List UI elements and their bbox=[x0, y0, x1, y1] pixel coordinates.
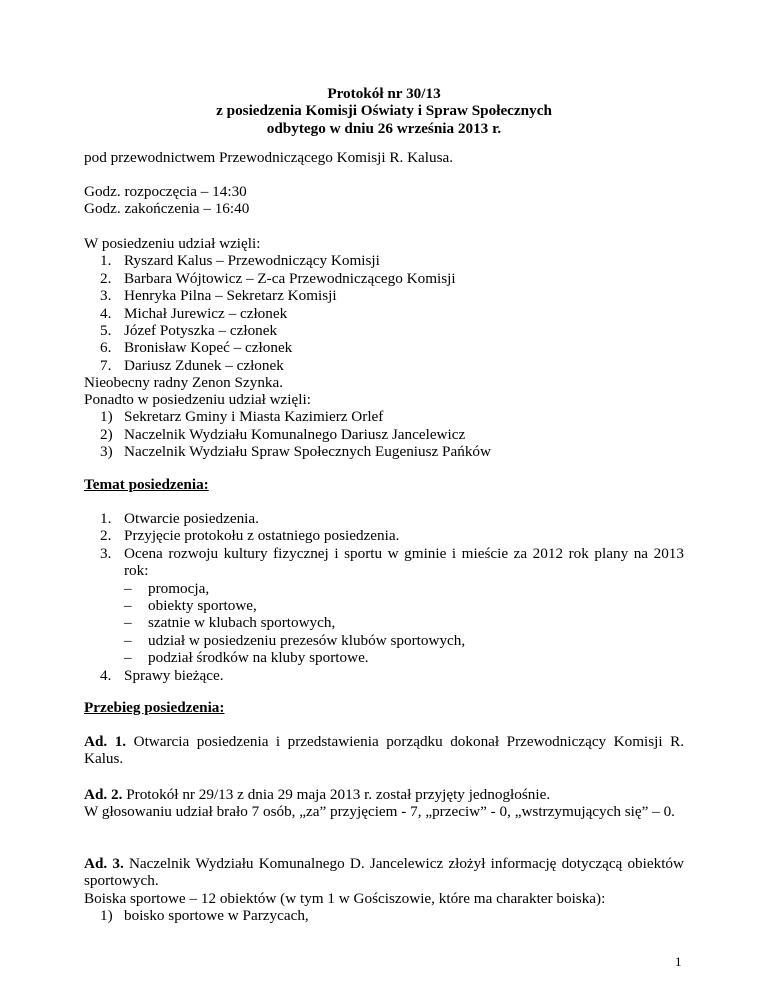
ad3-text: Naczelnik Wydziału Komunalnego D. Jancelewicz złożył informację dotyczącą obiektów sportowych. bbox=[84, 855, 684, 890]
sub-list-item bbox=[84, 614, 684, 631]
dash-bullet: – bbox=[124, 649, 132, 667]
list-item bbox=[84, 270, 684, 287]
ad1-paragraph bbox=[84, 733, 684, 768]
list-item bbox=[84, 667, 684, 684]
member-name: Henryka Pilna – Sekretarz Komisji bbox=[124, 287, 337, 305]
list-item bbox=[84, 322, 684, 339]
sub-list-item bbox=[84, 649, 684, 666]
list-item bbox=[84, 907, 684, 924]
item-number: 2. bbox=[100, 269, 112, 287]
ad1-label: Ad. 1. bbox=[84, 733, 127, 750]
list-item bbox=[84, 339, 684, 356]
sub-list-item bbox=[84, 632, 684, 649]
proceedings-heading: Przebieg posiedzenia: bbox=[84, 699, 225, 716]
member-name: Bronisław Kopeć – członek bbox=[124, 339, 293, 357]
item-number: 3) bbox=[100, 443, 113, 461]
chair-line: pod przewodnictwem Przewodniczącego Komisji R. Kalusa. bbox=[84, 149, 454, 166]
list-item bbox=[84, 357, 684, 374]
dash-bullet: – bbox=[124, 631, 132, 649]
list-item bbox=[84, 287, 684, 304]
attendee: Naczelnik Wydziału Komunalnego Dariusz Jancelewicz bbox=[124, 425, 466, 443]
item-number: 1. bbox=[100, 252, 112, 270]
sub-list-item bbox=[84, 580, 684, 597]
member-name: Ryszard Kalus – Przewodniczący Komisji bbox=[124, 252, 380, 270]
start-time: Godz. rozpoczęcia – 14:30 bbox=[84, 183, 247, 200]
members-intro: W posiedzeniu udział wzięli: bbox=[84, 235, 261, 252]
others-section bbox=[84, 391, 684, 461]
dash-bullet: – bbox=[124, 596, 132, 614]
page-number: 1 bbox=[675, 954, 682, 969]
list-item bbox=[84, 443, 684, 460]
ad2-text: Protokół nr 29/13 z dnia 29 maja 2013 r. został przyjęty jednogłośnie. bbox=[122, 786, 551, 803]
attendee: Naczelnik Wydziału Spraw Społecznych Eugeniusz Pańków bbox=[124, 443, 491, 461]
item-number: 4. bbox=[100, 666, 112, 684]
item-number: 3. bbox=[100, 287, 112, 305]
time-block bbox=[84, 183, 684, 218]
sub-list-item bbox=[84, 597, 684, 614]
members-list bbox=[84, 252, 684, 374]
sub-item-text: obiekty sportowe, bbox=[148, 596, 257, 614]
sub-item-text: szatnie w klubach sportowych, bbox=[148, 614, 336, 632]
dash-bullet: – bbox=[124, 614, 132, 632]
ad2-paragraph bbox=[84, 786, 684, 821]
agenda-item: Sprawy bieżące. bbox=[124, 666, 224, 684]
others-list bbox=[84, 408, 684, 460]
item-number: 3. bbox=[100, 544, 112, 562]
item-number: 7. bbox=[100, 356, 112, 374]
item-number: 4. bbox=[100, 304, 112, 322]
absent-note: Nieobecny radny Zenon Szynka. bbox=[84, 374, 284, 392]
agenda-item: Przyjęcie protokołu z ostatniego posiedzenia. bbox=[124, 527, 400, 545]
end-time: Godz. zakończenia – 16:40 bbox=[84, 200, 250, 218]
item-number: 2) bbox=[100, 425, 113, 443]
ad3-main bbox=[84, 855, 684, 890]
list-item bbox=[84, 252, 684, 269]
list-item bbox=[84, 305, 684, 322]
item-number: 2. bbox=[100, 527, 112, 545]
title-line-2: z posiedzenia Komisji Oświaty i Spraw Społecznych bbox=[216, 102, 552, 120]
item-number: 5. bbox=[100, 321, 112, 339]
sub-item-text: podział środków na kluby sportowe. bbox=[148, 649, 369, 667]
field-item: boisko sportowe w Parzycach, bbox=[124, 907, 309, 925]
ad2-main bbox=[84, 786, 684, 803]
sub-item-text: promocja, bbox=[148, 579, 210, 597]
agenda-list bbox=[84, 510, 684, 684]
title-line-1: Protokół nr 30/13 bbox=[327, 85, 441, 102]
attendee: Sekretarz Gminy i Miasta Kazimierz Orlef bbox=[124, 408, 384, 426]
title-line-3: odbytego w dniu 26 września 2013 r. bbox=[266, 119, 502, 137]
item-number: 6. bbox=[100, 339, 112, 357]
document-title bbox=[0, 85, 768, 137]
sub-item-text: udział w posiedzeniu prezesów klubów sportowych, bbox=[148, 631, 466, 649]
agenda-item: Otwarcie posiedzenia. bbox=[124, 510, 259, 527]
ad2-label: Ad. 2. bbox=[84, 786, 123, 803]
member-name: Józef Potyszka – członek bbox=[124, 321, 278, 339]
members-section bbox=[84, 235, 684, 392]
list-item bbox=[84, 527, 684, 544]
member-name: Dariusz Zdunek – członek bbox=[124, 356, 284, 374]
list-item bbox=[84, 510, 684, 527]
ad3-paragraph bbox=[84, 855, 684, 925]
agenda-item: Ocena rozwoju kultury fizycznej i sportu w gminie i mieście za 2012 rok plany na 2013 rok: bbox=[124, 544, 684, 580]
item-number: 1. bbox=[100, 510, 112, 527]
ad3-label: Ad. 3. bbox=[84, 855, 124, 872]
list-item bbox=[84, 545, 684, 580]
list-item bbox=[84, 408, 684, 425]
others-intro: Ponadto w posiedzeniu udział wzięli: bbox=[84, 391, 311, 408]
ad3-fields: Boiska sportowe – 12 obiektów (w tym 1 w Gościszowie, które ma charakter boiska): bbox=[84, 889, 606, 907]
member-name: Michał Jurewicz – członek bbox=[124, 304, 288, 322]
list-item bbox=[84, 426, 684, 443]
ad2-vote: W głosowaniu udział brało 7 osób, „za” przyjęciem - 7, „przeciw” - 0, „wstrzymujących się” – 0. bbox=[84, 803, 675, 821]
item-number: 1) bbox=[100, 907, 113, 925]
member-name: Barbara Wójtowicz – Z-ca Przewodniczącego Komisji bbox=[124, 269, 456, 287]
item-number: 1) bbox=[100, 408, 113, 426]
dash-bullet: – bbox=[124, 579, 132, 597]
agenda-heading: Temat posiedzenia: bbox=[84, 476, 209, 493]
ad1-text: Otwarcia posiedzenia i przedstawienia porządku dokonał Przewodniczący Komisji R. Kalus. bbox=[84, 733, 685, 768]
